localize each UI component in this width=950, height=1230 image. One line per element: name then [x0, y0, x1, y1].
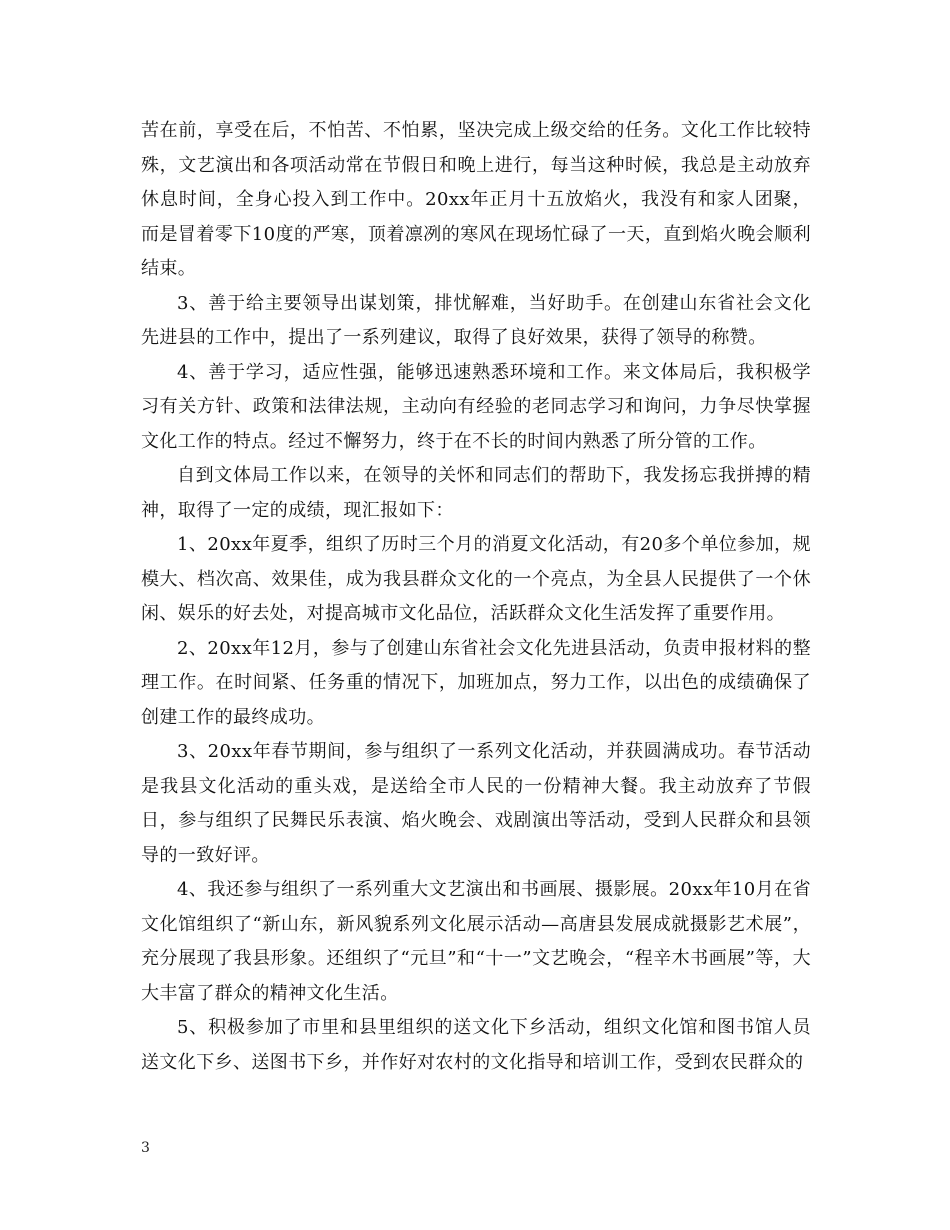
paragraph-continuation: 苦在前，享受在后，不怕苦、不怕累，坚决完成上级交给的任务。文化工作比较特殊，文艺演出和各项活动常在节假日和晚上进行，每当这种时候，我总是主动放弃休息时间，全身心投入到工作中。20xx年正月十五放焰火，我没有和家人团聚，而是冒着零下10度的严寒，顶着凛冽的寒风在现场忙碌了一天，直到焰火晚会顺利结束。 [141, 120, 811, 279]
paragraph-item-4-learning: 4、善于学习，适应性强，能够迅速熟悉环境和工作。来文体局后，我积极学习有关方针、政策和法律法规，主动向有经验的老同志学习和询问，力争尽快掌握文化工作的特点。经过不懈努力，终于在不长的时间内熟悉了所分管的工作。 [141, 361, 811, 452]
paragraph-achievement-4: 4、我还参与组织了一系列重大文艺演出和书画展、摄影展。20xx年10月在省文化馆组织了“新山东，新风貌系列文化展示活动—高唐县发展成就摄影艺术展”，充分展现了我县形象。还组织了“元旦”和“十一”文艺晚会，“程辛木书画展”等，大大丰富了群众的精神文化生活。 [141, 879, 811, 1004]
paragraph-achievement-2: 2、20xx年12月，参与了创建山东省社会文化先进县活动，负责申报材料的整理工作。在时间紧、任务重的情况下，加班加点，努力工作，以出色的成绩确保了创建工作的最终成功。 [141, 637, 811, 728]
paragraph-achievement-5: 5、积极参加了市里和县里组织的送文化下乡活动，组织文化馆和图书馆人员送文化下乡、送图书下乡，并作好对农村的文化指导和培训工作，受到农民群众的 [141, 1017, 811, 1073]
paragraph-achievement-3: 3、20xx年春节期间，参与组织了一系列文化活动，并获圆满成功。春节活动是我县文化活动的重头戏，是送给全市人民的一份精神大餐。我主动放弃了节假日，参与组织了民舞民乐表演、焰火晚会、戏剧演出等活动，受到人民群众和县领导的一致好评。 [141, 741, 811, 866]
paragraph-achievements-intro: 自到文体局工作以来，在领导的关怀和同志们的帮助下，我发扬忘我拼搏的精神，取得了一定的成绩，现汇报如下： [141, 465, 811, 521]
page-number: 3 [141, 1140, 150, 1156]
paragraph-item-3-advice: 3、善于给主要领导出谋划策，排忧解难，当好助手。在创建山东省社会文化先进县的工作中，提出了一系列建议，取得了良好效果，获得了领导的称赞。 [141, 292, 811, 348]
paragraph-achievement-1: 1、20xx年夏季，组织了历时三个月的消夏文化活动，有20多个单位参加，规模大、档次高、效果佳，成为我县群众文化的一个亮点，为全县人民提供了一个休闲、娱乐的好去处，对提高城市文化品位，活跃群众文化生活发挥了重要作用。 [141, 534, 811, 624]
body-text [141, 114, 811, 1080]
